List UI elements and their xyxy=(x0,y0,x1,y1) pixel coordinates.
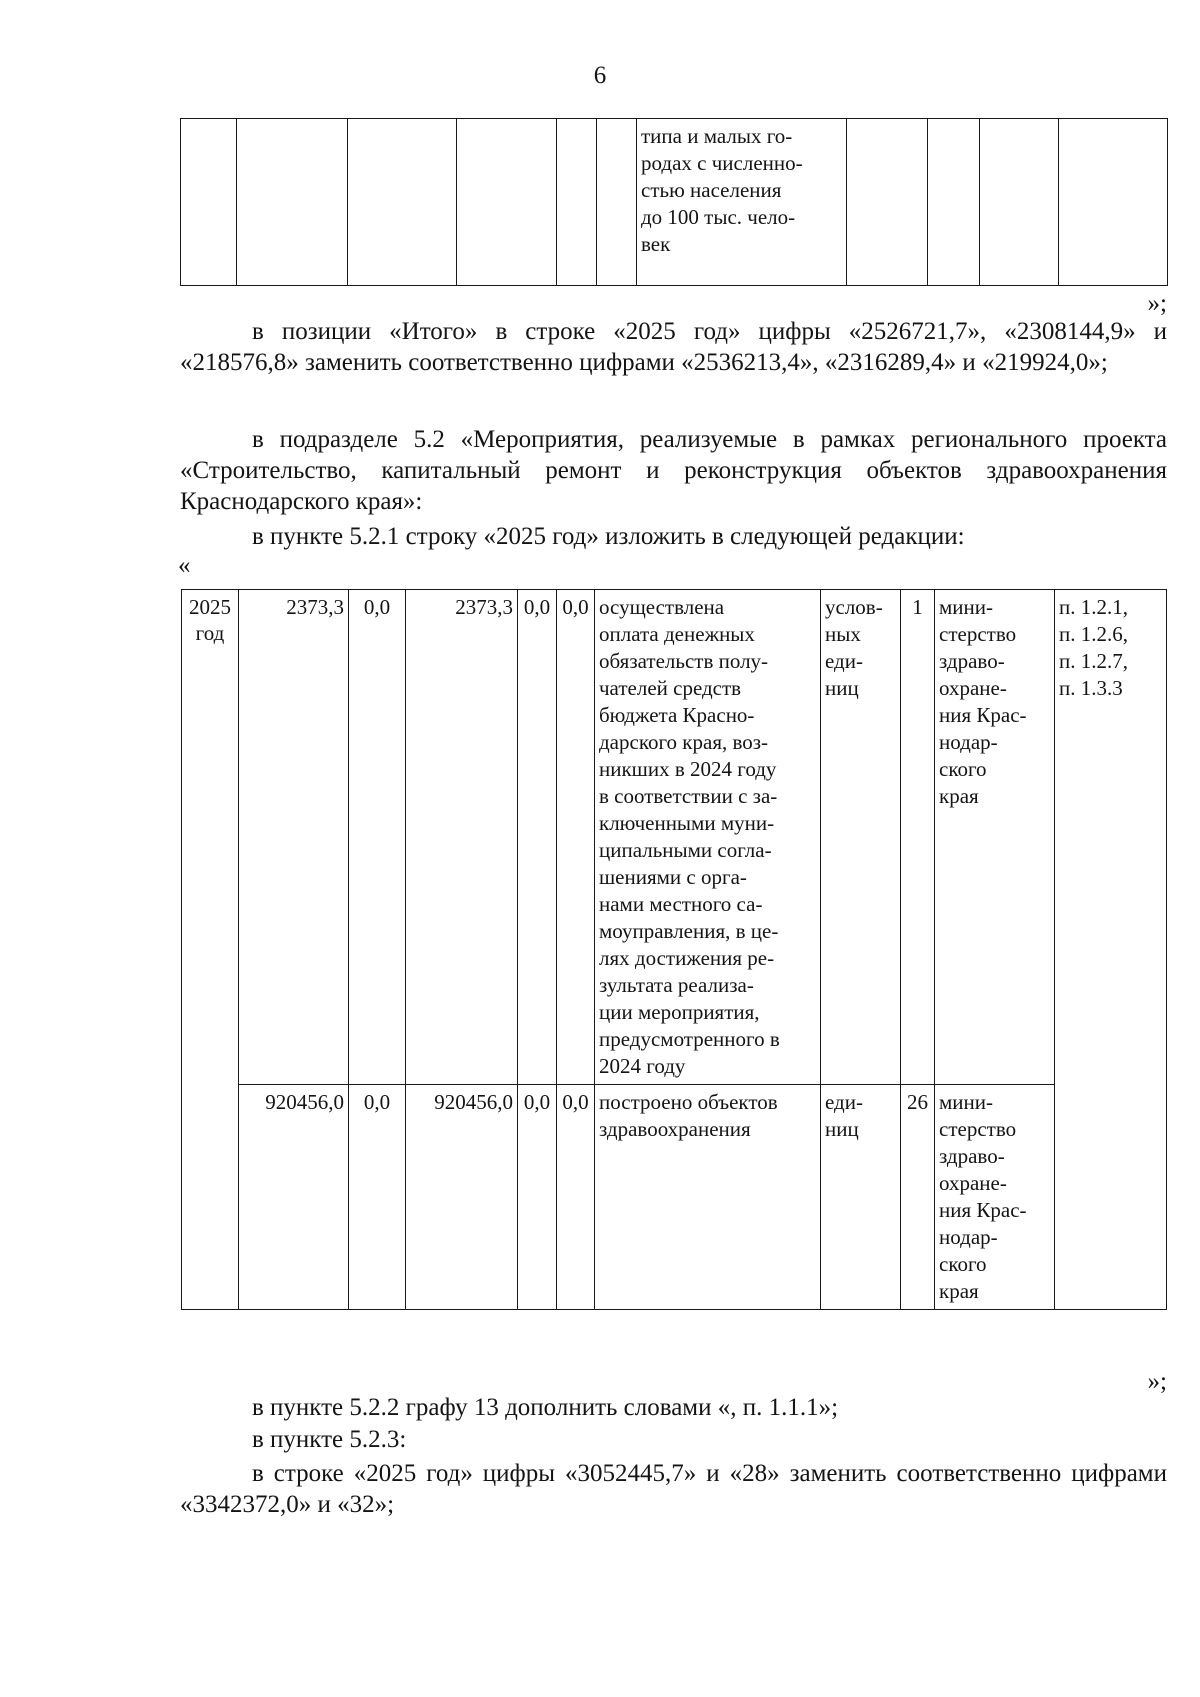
regional-cell: 2373,3 xyxy=(406,590,518,1085)
local-cell: 0,0 xyxy=(518,590,557,1085)
table-cell xyxy=(348,119,457,286)
regional-cell: 920456,0 xyxy=(406,1085,518,1310)
measures-table xyxy=(181,589,1167,1310)
total-cell: 920456,0 xyxy=(239,1085,349,1310)
table-cell xyxy=(597,119,637,286)
result-cell: построено объектов здравоохранения xyxy=(595,1085,821,1310)
unit-cell: услов- ных еди- ниц xyxy=(821,590,901,1085)
table-row xyxy=(182,1085,1167,1310)
federal-cell: 0,0 xyxy=(349,1085,406,1310)
local-cell: 0,0 xyxy=(518,1085,557,1310)
table-cell xyxy=(980,119,1059,286)
value-cell: 1 xyxy=(901,590,935,1085)
table-cell xyxy=(557,119,597,286)
closing-quote: »; xyxy=(1147,1368,1167,1395)
result-cell: типа и малых го- родах с численно- стью населения до 100 тыс. чело- век xyxy=(637,119,847,286)
paragraph-point-522: в пункте 5.2.2 графу 13 дополнить словами «, п. 1.1.1»; xyxy=(252,1394,839,1421)
reference-cell: п. 1.2.1, п. 1.2.6, п. 1.2.7, п. 1.3.3 xyxy=(1055,590,1167,1310)
table-cell xyxy=(457,119,557,286)
year-cell: 2025 год xyxy=(182,590,239,1310)
total-cell: 2373,3 xyxy=(239,590,349,1085)
table-cell xyxy=(928,119,980,286)
paragraph-subsection: в подразделе 5.2 «Мероприятия, реализуемые в рамках регионального проекта «Строительство, капитальный ремонт и реконструкция объектов здравоохранения Краснодарского края»: xyxy=(180,426,1167,515)
table-cell xyxy=(181,119,237,286)
other-cell: 0,0 xyxy=(557,1085,595,1310)
paragraph-point-521: в пункте 5.2.1 строку «2025 год» изложить в следующей редакции: xyxy=(252,523,965,550)
table-row xyxy=(182,590,1167,1085)
executor-cell: мини- стерство здраво- охране- ния Крас- нодар- ского края xyxy=(935,1085,1055,1310)
paragraph-point-523: в пункте 5.2.3: xyxy=(252,1426,407,1453)
closing-quote: »; xyxy=(1147,290,1167,317)
other-cell: 0,0 xyxy=(557,590,595,1085)
unit-cell: еди- ниц xyxy=(821,1085,901,1310)
continuation-table xyxy=(180,118,1168,286)
value-cell: 26 xyxy=(901,1085,935,1310)
federal-cell: 0,0 xyxy=(349,590,406,1085)
executor-cell: мини- стерство здраво- охране- ния Крас- нодар- ского края xyxy=(935,590,1055,1085)
opening-quote: « xyxy=(178,552,191,579)
result-cell: осуществлена оплата денежных обязательств полу- чателей средств бюджета Красно- дарского края, воз- никших в 2024 году в соответствии с за- ключенными муни- ципальными согла- шениями с орга- нами местного са- моуправления, в це- лях достижения ре- зультата реализа- ции мероприятия, предусмотренного в 2024 году xyxy=(595,590,821,1085)
table-cell xyxy=(847,119,928,286)
page-number: 6 xyxy=(593,62,607,89)
paragraph-itogo: в позиции «Итого» в строке «2025 год» цифры «2526721,7», «2308144,9» и «218576,8» заменить соответственно цифрами «2536213,4», «2316289,4» и «219924,0»; xyxy=(180,318,1167,376)
table-cell xyxy=(1059,119,1168,286)
table-cell xyxy=(237,119,348,286)
paragraph-row-2025: в строке «2025 год» цифры «3052445,7» и «28» заменить соответственно цифрами «3342372,0» и «32»; xyxy=(180,1460,1167,1518)
